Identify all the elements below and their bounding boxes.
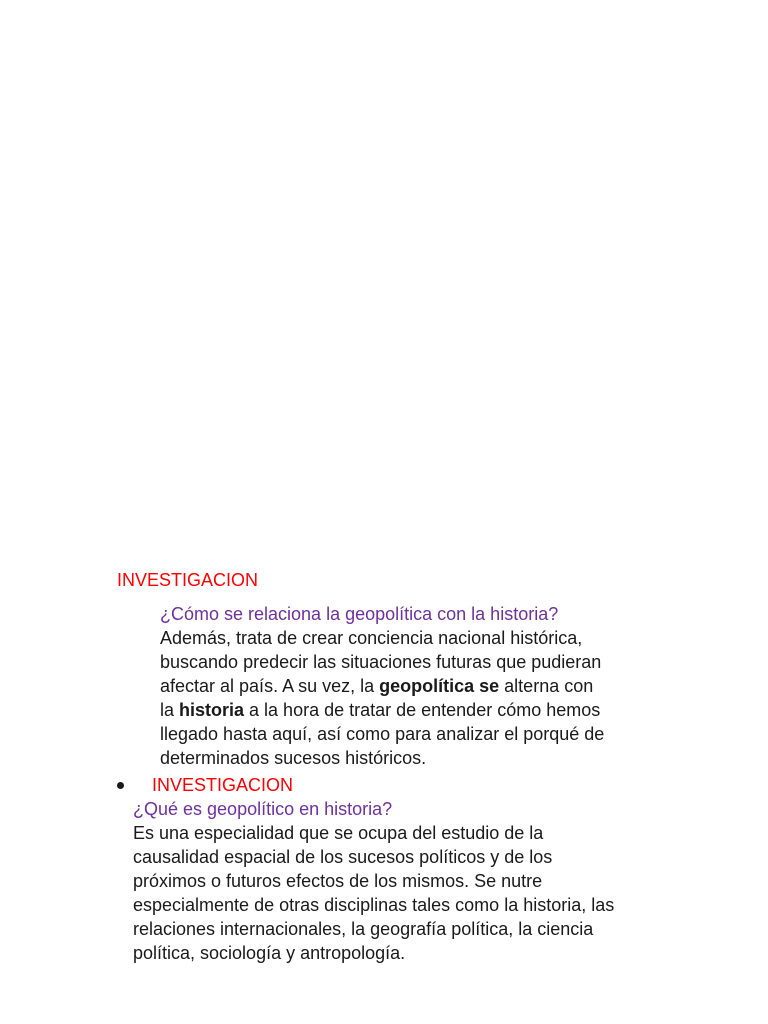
bold-term: geopolítica se [379, 676, 500, 696]
paragraph-line: Es una especialidad que se ocupa del estudio de la [133, 823, 544, 843]
text-span: afectar al país. A su vez, la [160, 676, 380, 696]
paragraph-line: próximos o futuros efectos de los mismos. Se nutre [133, 871, 543, 891]
section-1-content [160, 602, 760, 770]
section-heading: INVESTIGACION [117, 570, 259, 590]
bullet-icon [117, 782, 124, 789]
paragraph-line: buscando predecir las situaciones futuras que pudieran [160, 652, 602, 672]
paragraph-line: política, sociología y antropología. [133, 943, 406, 963]
text-span: la [160, 700, 180, 720]
paragraph-line: Además, trata de crear conciencia nacional histórica, [160, 628, 583, 648]
paragraph-line [160, 698, 760, 722]
section-question: ¿Cómo se relaciona la geopolítica con la historia? [160, 604, 559, 624]
paragraph-line: causalidad espacial de los sucesos políticos y de los [133, 847, 553, 867]
paragraph-line: relaciones internacionales, la geografía política, la ciencia [133, 919, 594, 939]
bullet-list-item [117, 773, 757, 797]
section-heading: INVESTIGACION [152, 775, 294, 795]
text-span: alterna con [499, 676, 594, 696]
paragraph-line: llegado hasta aquí, así como para analizar el porqué de [160, 724, 605, 744]
bold-term: historia [179, 700, 245, 720]
section-2-content [133, 797, 733, 965]
section-question: ¿Qué es geopolítico en historia? [133, 799, 393, 819]
paragraph-line: determinados sucesos históricos. [160, 748, 427, 768]
paragraph-line: especialmente de otras disciplinas tales como la historia, las [133, 895, 615, 915]
text-span: a la hora de tratar de entender cómo hemos [244, 700, 601, 720]
paragraph-line [160, 674, 760, 698]
